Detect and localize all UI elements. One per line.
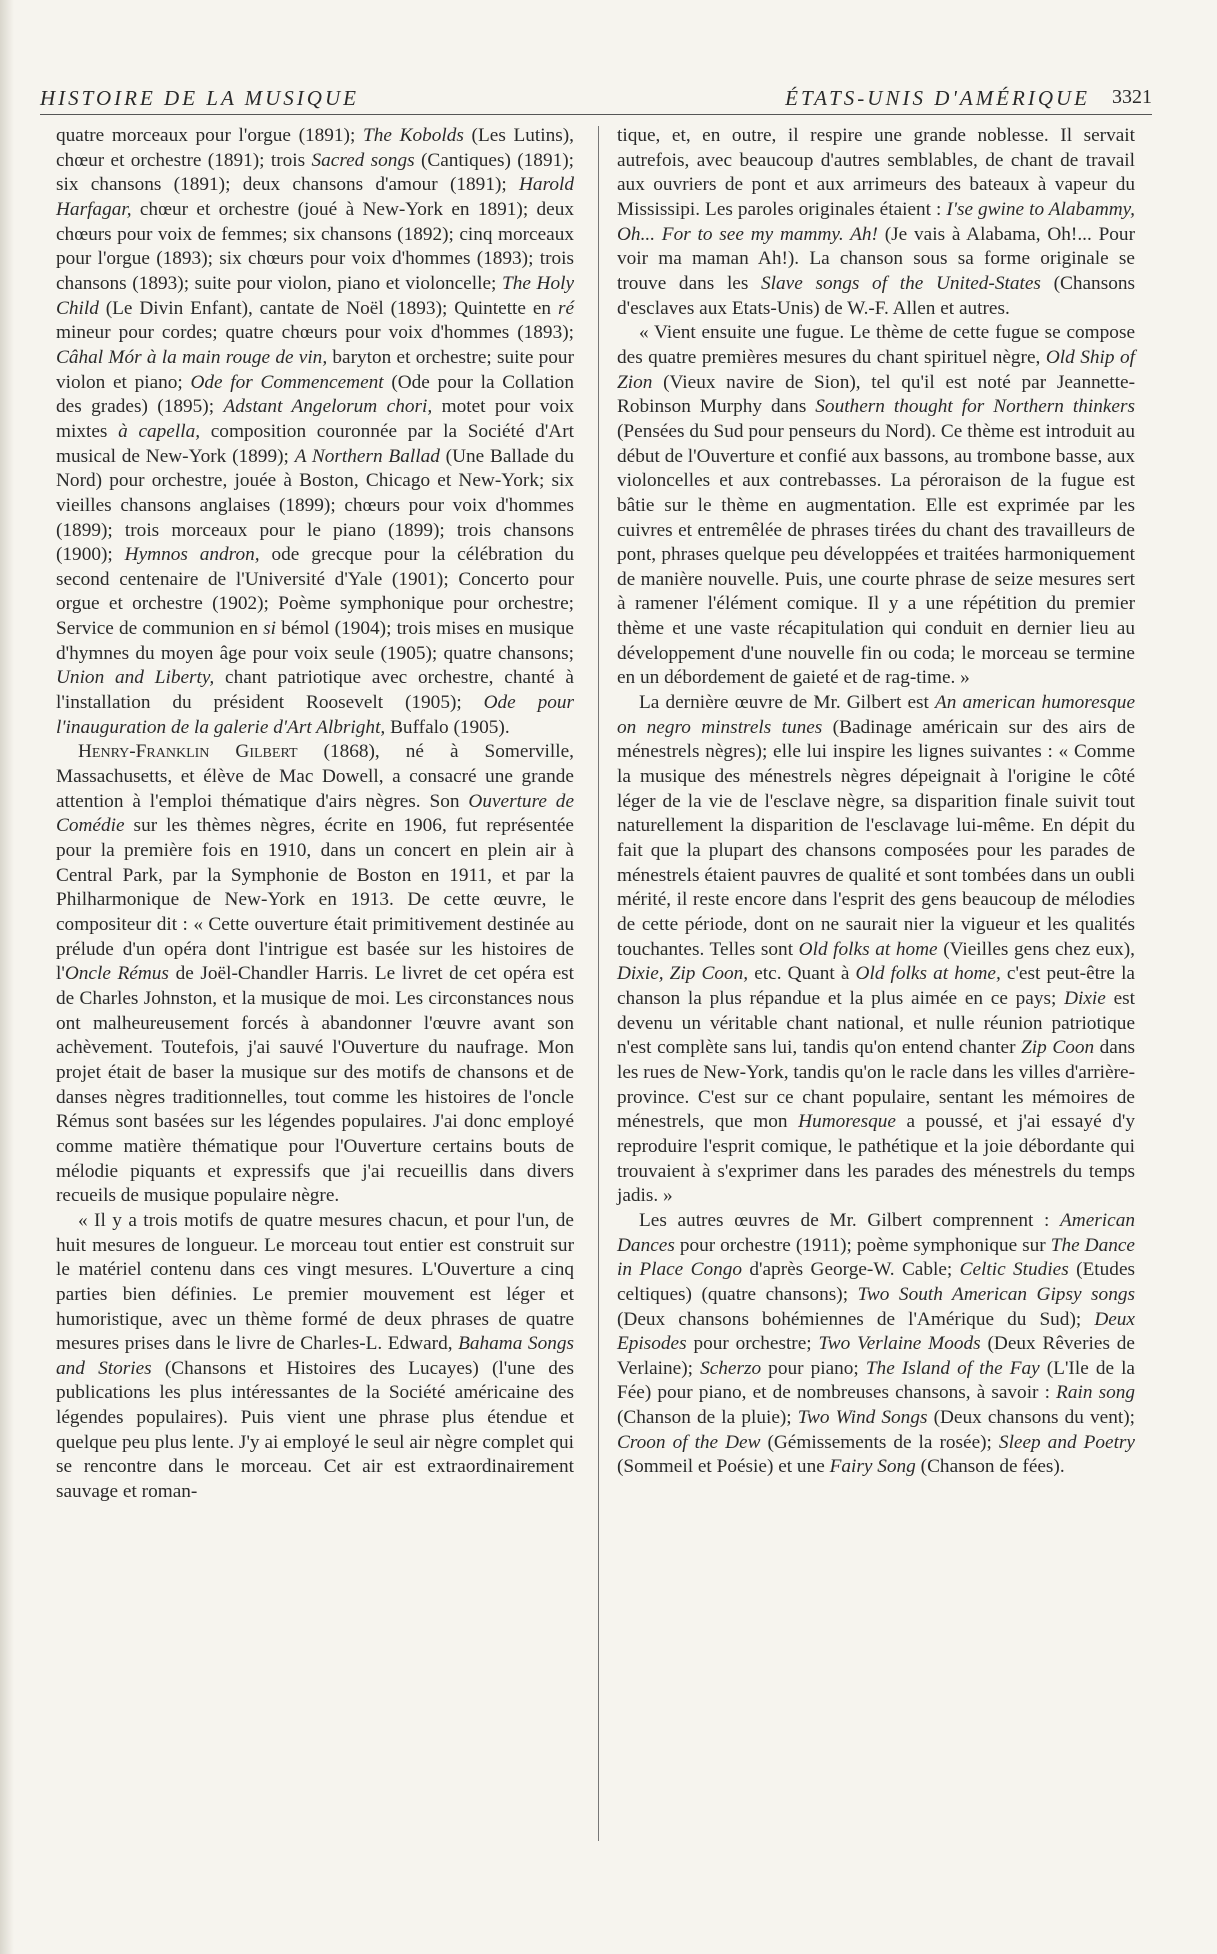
- text-run: (Une Ballade du Nord) pour orchestre, jouée à Boston, Chicago et New-York; six vieilles chansons anglaises (1899); chœurs pour voix d'hommes (1899); trois morceaux pour le piano (1899); trois chansons (1900);: [56, 445, 574, 566]
- text-run: dans les rues de New-York, tandis qu'on le racle dans les villes d'arrière-province. C'est sur ce chant populaire, sentant les mémoires de ménestrels, que mon: [617, 1037, 1136, 1133]
- italic-title: A Northern Ballad: [294, 445, 440, 467]
- paragraph: [56, 1209, 574, 1505]
- text-run: (Le Divin Enfant), cantate de Noël (1893); Quintette en: [98, 297, 558, 319]
- text-run: (Deux Rêveries de Verlaine);: [617, 1333, 1135, 1379]
- text-run: pour piano;: [761, 1357, 866, 1379]
- text-run: Buffalo (1905).: [385, 716, 510, 738]
- italic-title: Ode for Commencement: [190, 371, 384, 393]
- italic-title: The Kobolds: [363, 125, 464, 146]
- italic-title: Two Wind Songs: [797, 1407, 928, 1429]
- italic-title: Dixie: [1064, 987, 1106, 1009]
- italic-title: An american humoresque on negro minstrels tunes: [617, 692, 1135, 738]
- italic-title: Hymnos andron,: [124, 544, 260, 566]
- text-run: (Chanson de fées).: [915, 1456, 1065, 1478]
- italic-title: Ouverture de Comédie: [56, 790, 575, 837]
- text-run: (Chanson de la pluie);: [617, 1407, 798, 1429]
- header-right-title: ÉTATS-UNIS D'AMÉRIQUE: [785, 86, 1090, 110]
- text-run: mineur pour cordes; quatre chœurs pour voix d'hommes (1893);: [56, 322, 574, 344]
- italic-title: The Dance in Place Congo: [617, 1234, 1135, 1281]
- text-run: (L'Ile de la Fée) pour piano, et de nombreuses chansons, à savoir :: [617, 1357, 1135, 1404]
- paragraph: [617, 124, 1135, 321]
- text-run: pour orchestre;: [686, 1333, 819, 1355]
- italic-title: Adstant Angelorum chori,: [223, 396, 433, 418]
- page-edge: [0, 0, 14, 1954]
- text-run: c'est peut-être la chanson la plus répandue et la plus aimée en ce pays;: [617, 963, 1135, 1009]
- text-run: composition couronnée par la Société d'Art musical de New-York (1899);: [56, 420, 574, 467]
- italic-title: Two South American Gipsy songs: [857, 1283, 1135, 1305]
- italic-title: Southern thought for Northern thinkers: [815, 396, 1135, 418]
- text-run: (Vieilles gens chez eux),: [937, 938, 1135, 960]
- paragraph: [56, 124, 574, 740]
- italic-title: Slave songs of the United-States: [761, 272, 1041, 294]
- column-divider: [598, 126, 599, 1841]
- text-run: baryton et orchestre; suite pour violon et piano;: [56, 346, 574, 393]
- italic-title: American Dances: [617, 1209, 1135, 1256]
- italic-title: Scherzo: [700, 1357, 762, 1379]
- text-run: « Vient ensuite une fugue. Le thème de cette fugue se compose des quatre premières mesures du chant spirituel nègre,: [617, 322, 1135, 368]
- text-run: bémol (1904); trois mises en musique d'hymnes du moyen âge pour voix seule (1905); quatre chansons;: [56, 618, 574, 664]
- text-run: (1868), né à Somerville, Massachusetts, et élève de Mac Dowell, a consacré une grande attention à l'emploi thématique d'airs nègres. Son: [56, 741, 574, 812]
- italic-title: The Holy Child: [56, 272, 574, 319]
- text-run: (Deux chansons bohémiennes de l'Amérique du Sud);: [617, 1308, 1095, 1330]
- italic-title: Harold Harfagar,: [56, 174, 574, 220]
- italic-title: Fairy Song: [829, 1456, 916, 1478]
- text-run: de Joël-Chandler Harris. Le livret de cet opéra est de Charles Johnston, et la musique de moi. Les circonstances nous ont malheureusement forcés à abandonner l'œuvre avant son achèvement. Toutefois, j'ai sauvé l'Ouverture du naufrage. Mon projet était de baser la musique sur des motifs de chansons et de danses nègres traditionnelles, tout comme les histoires de l'oncle Rémus sont basées sur les légendes populaires. J'ai donc employé comme matière thématique pour l'Ouverture certains bouts de mélodie piquants et expressifs que j'ai recueillis dans divers recueils de musique populaire nègre.: [56, 963, 574, 1207]
- italic-title: Old folks at home,: [855, 963, 1001, 985]
- italic-title: Deux Episodes: [617, 1308, 1135, 1355]
- text-run: Les autres œuvres de Mr. Gilbert comprennent :: [639, 1209, 1061, 1231]
- italic-title: Zip Coon: [1021, 1037, 1095, 1059]
- text-run: (Chansons et Histoires des Lucayes) (l'une des publications les plus intéressantes de la Société américaine des légendes populaires). Puis vient une phrase plus étendue et quelque peu plus lente. J'y ai employé le seul air nègre complet qui se rencontre dans le morceau. Cet air est extraordinairement sauvage et roman-: [56, 1357, 574, 1503]
- italic-title: Sleep and Poetry: [998, 1431, 1135, 1453]
- italic-title: Old folks at home: [798, 938, 938, 960]
- text-run: (Etudes celtiques) (quatre chansons);: [617, 1259, 1136, 1305]
- page-number: 3321: [1112, 86, 1152, 108]
- text-run: tique, et, en outre, il respire une grande noblesse. Il servait autrefois, avec beaucoup d'autres semblables, de chant de travail aux ouvriers de pont et aux arrimeurs des bateaux à vapeur du Mississipi. Les paroles originales étaient :: [617, 125, 1135, 220]
- text-run: a poussé, et j'ai essayé d'y reproduire l'esprit comique, le pathétique et la joie débordante qui trouvaient à s'exprimer dans les parades des ménestrels du temps jadis. »: [617, 1111, 1135, 1207]
- text-run: (Badinage américain sur des airs de ménestrels nègres); elle lui inspire les lignes suivantes : « Comme la musique des ménestrels nègres dépeignait à l'origine le côté léger de la vie de l'esclave nègre, sa disparition finale suivit tout naturellement la disparition de l'esclavage lui-même. En dépit du fait que la plupart des chansons composées pour les parades de ménestrels étaient pauvres de qualité et sont tombées dans un oubli mérité, il reste encore dans l'esprit des gens beaucoup de mélodies de cette période, dont on ne saurait nier la vigueur et les qualités touchantes. Telles sont: [617, 716, 1135, 960]
- text-run: sur les thèmes nègres, écrite en 1906, fut représentée pour la première fois en 1910, dans un concert en plein air à Central Park, par la Symphonie de Boston en 1911, et par la Philharmonique de New-York en 1913. De cette œuvre, le compositeur dit : « Cette ouverture était primitivement destinée au prélude d'un opéra dont l'intrigue est basée sur les histoires de l': [56, 815, 574, 985]
- text-run: « Il y a trois motifs de quatre mesures chacun, et pour l'un, de huit mesures de longueur. Le morceau tout entier est construit sur le matériel contenu dans ces vingt mesures. L'Ouverture a cinq parties bien définies. Le premier mouvement est léger et humoristique, avec un thème formé de deux phrases de quatre mesures prises dans le livre de Charles-L. Edward,: [56, 1209, 574, 1355]
- italic-title: Humoresque: [798, 1111, 896, 1133]
- italic-title: The Island of the Fay: [865, 1357, 1040, 1379]
- header-rule: [40, 114, 1152, 115]
- italic-title: Câhal Mór à la main rouge de vin,: [56, 346, 328, 368]
- italic-title: Celtic Studies: [959, 1259, 1069, 1281]
- text-run: d'après George-W. Cable;: [742, 1259, 960, 1281]
- header-left-title: HISTOIRE DE LA MUSIQUE: [40, 86, 359, 110]
- text-run: chant patriotique avec orchestre, chanté à l'installation du président Roosevelt (1905);: [56, 667, 574, 714]
- text-run: est devenu un véritable chant national, et nulle réunion patriotique n'est complète sans lui, tandis qu'on entend chanter: [617, 987, 1135, 1059]
- italic-title: si: [263, 618, 277, 640]
- italic-title: I'se gwine to Alabammy, Oh... For to see my mammy. Ah!: [617, 198, 1135, 245]
- text-run: chœur et orchestre (joué à New-York en 1891); deux chœurs pour voix de femmes; six chansons (1892); cinq morceaux pour l'orgue (1893); six chœurs pour voix d'hommes (1893); trois chansons (1893); suite pour violon, piano et violoncelle;: [56, 198, 574, 294]
- italic-title: Old Ship of Zion: [617, 346, 1135, 393]
- text-run: (Cantiques) (1891); six chansons (1891); deux chansons d'amour (1891);: [56, 149, 575, 196]
- text-run: (Deux chansons du vent);: [927, 1407, 1135, 1429]
- italic-title: Croon of the Dew: [617, 1431, 761, 1453]
- italic-title: à capella,: [118, 420, 201, 442]
- text-run: (Pensées du Sud pour penseurs du Nord). Ce thème est introduit au début de l'Ouverture et confié aux bassons, au trombone basse, aux violoncelles et aux contrebasses. La péroraison de la fugue est bâtie sur le thème en augmentation. Elle est exprimée par les cuivres et entremêlée de phrases tirées du chant des travailleurs de pont, phrases quelque peu développées et traitées harmoniquement de manière nouvelle. Puis, une courte phrase de seize mesures sert à ramener l'élément comique. Il y a une répétition du premier thème et une vaste récapitulation qui conduit en dernier lieu au développement d'une nouvelle fin ou coda; le morceau se termine en un débordement de gaieté et de rag-time. »: [617, 420, 1135, 689]
- text-run: quatre morceaux pour l'orgue (1891);: [56, 125, 364, 146]
- text-run: La dernière œuvre de Mr. Gilbert est: [639, 692, 935, 714]
- paragraph: [617, 691, 1135, 1209]
- italic-title: Bahama Songs and Stories: [56, 1333, 574, 1379]
- italic-title: ré: [557, 297, 574, 319]
- italic-title: Two Verlaine Moods: [818, 1333, 981, 1355]
- composer-name: Henry-Franklin Gilbert: [78, 741, 298, 763]
- text-run: (Vieux navire de Sion), tel qu'il est noté par Jeannette-Robinson Murphy dans: [617, 371, 1135, 418]
- left-column: [56, 124, 574, 1505]
- text-run: pour orchestre (1911); poème symphonique sur: [674, 1234, 1051, 1256]
- text-run: ode grecque pour la célébration du second centenaire de l'Université d'Yale (1901); Concerto pour orgue et orchestre (1902); Poème symphonique pour orchestre; Service de communion en: [56, 544, 574, 640]
- italic-title: Dixie, Zip Coon,: [617, 963, 749, 985]
- paragraph: [617, 1209, 1135, 1480]
- text-run: (Sommeil et Poésie) et une: [617, 1456, 830, 1478]
- text-run: motet pour voix mixtes: [56, 396, 574, 442]
- italic-title: Sacred songs: [311, 149, 415, 171]
- text-run: (Ode pour la Collation des grades) (1895);: [56, 371, 574, 418]
- italic-title: Oncle Rémus: [64, 963, 169, 985]
- italic-title: Rain song: [1056, 1382, 1135, 1404]
- italic-title: Union and Liberty,: [56, 667, 215, 689]
- text-run: (Les Lutins), chœur et orchestre (1891); trois: [56, 125, 575, 171]
- text-run: (Chansons d'esclaves aux Etats-Unis) de W.-F. Allen et autres.: [617, 272, 1135, 319]
- paragraph: [617, 321, 1135, 691]
- running-header: [40, 86, 1152, 116]
- right-column: [617, 124, 1135, 1480]
- text-run: (Je vais à Alabama, Oh!... Pour voir ma maman Ah!). La chanson sous sa forme originale se trouve dans les: [617, 223, 1135, 294]
- paragraph: [56, 740, 574, 1208]
- text-run: (Gémissements de la rosée);: [760, 1431, 999, 1453]
- italic-title: Ode pour l'inauguration de la galerie d'Art Albright,: [56, 692, 574, 738]
- text-run: etc. Quant à: [748, 963, 856, 985]
